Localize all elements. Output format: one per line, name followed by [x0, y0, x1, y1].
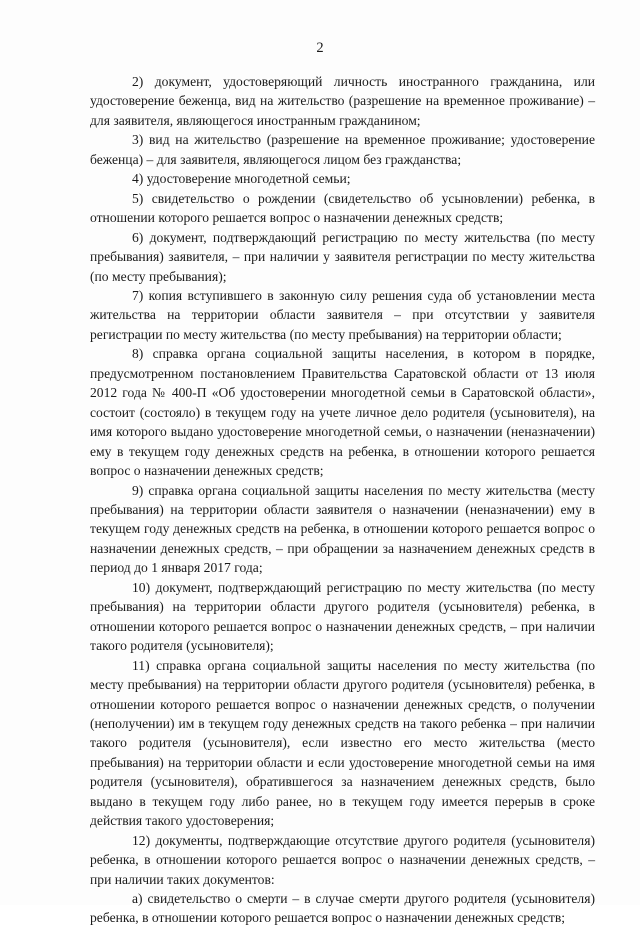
paragraph-item-3: 3) вид на жительство (разрешение на временное проживание; удостоверение беженца) – для заявителя, являющегося лицом без гражданства; — [90, 132, 595, 167]
paragraph-item-8: 8) справка органа социальной защиты населения, в котором в порядке, предусмотренном постановлением Правительства Саратовской области от 13 июля 2012 года № 400-П «Об удостоверении многодетной семьи в Саратовской области», состоит (состояло) в текущем году на учете личное дело родителя (усыновителя), на имя которого выдано удостоверение многодетной семьи, о назначении (неназначении) ему в текущем году денежных средств на ребенка, в отношении которого решается вопрос о назначении денежных средств; — [90, 346, 595, 479]
document-body — [90, 72, 595, 928]
page-number: 2 — [316, 40, 324, 56]
paragraph-item-7: 7) копия вступившего в законную силу решения суда об установлении места жительства на территории области заявителя – при отсутствии у заявителя регистрации по месту жительства (по месту пребывания) на территории области; — [90, 287, 595, 342]
paragraph-item-9: 9) справка органа социальной защиты населения по месту жительства (месту пребывания) на территории области заявителя о назначении (неназначении) ему в текущем году денежных средств на ребенка, в отношении которого решается вопрос о назначении денежных средств, – при обращении за назначением денежных средств в период до 1 января 2017 года; — [90, 482, 595, 576]
paragraph-item-4: 4) удостоверение многодетной семьи; — [132, 171, 351, 187]
paragraph-item-10: 10) документ, подтверждающий регистрацию по месту жительства (по месту пребывания) на территории области другого родителя (усыновителя) ребенка, в отношении которого решается вопрос о назначении денежных средств, – при наличии такого родителя (усыновителя); — [90, 579, 595, 654]
paragraph-item-12: 12) документы, подтверждающие отсутствие другого родителя (усыновителя) ребенка, в отношении которого решается вопрос о назначении денежных средств, – при наличии таких документов: — [90, 832, 595, 887]
paragraph-item-12a: а) свидетельство о смерти – в случае смерти другого родителя (усыновителя) ребенка, в отношении которого решается вопрос о назначении денежных средств; — [90, 891, 595, 926]
paragraph-item-11: 11) справка органа социальной защиты населения по месту жительства (по месту пребывания) на территории области другого родителя (усыновителя) ребенка, в отношении которого решается вопрос о назначении денежных средств, о получении (неполучении) им в текущем году денежных средств на такого ребенка – при наличии такого родителя (усыновителя), если известно его место жительства (место пребывания) на территории области и если удостоверение многодетной семьи на имя родителя (усыновителя), обратившегося за назначением денежных средств, было выдано в текущем году либо ранее, но в текущем году имеется перерыв в сроке действия такого удостоверения; — [90, 657, 595, 829]
paragraph-item-5: 5) свидетельство о рождении (свидетельство об усыновлении) ребенка, в отношении которого решается вопрос о назначении денежных средств; — [90, 190, 595, 226]
paragraph-item-2: 2) документ, удостоверяющий личность иностранного гражданина, или удостоверение беженца, вид на жительство (разрешение на временное проживание) – для заявителя, являющегося иностранным гражданином; — [90, 74, 595, 128]
paragraph-item-6: 6) документ, подтверждающий регистрацию по месту жительства (по месту пребывания) заявителя, – при наличии у заявителя регистрации по месту жительства (по месту пребывания); — [90, 229, 595, 284]
